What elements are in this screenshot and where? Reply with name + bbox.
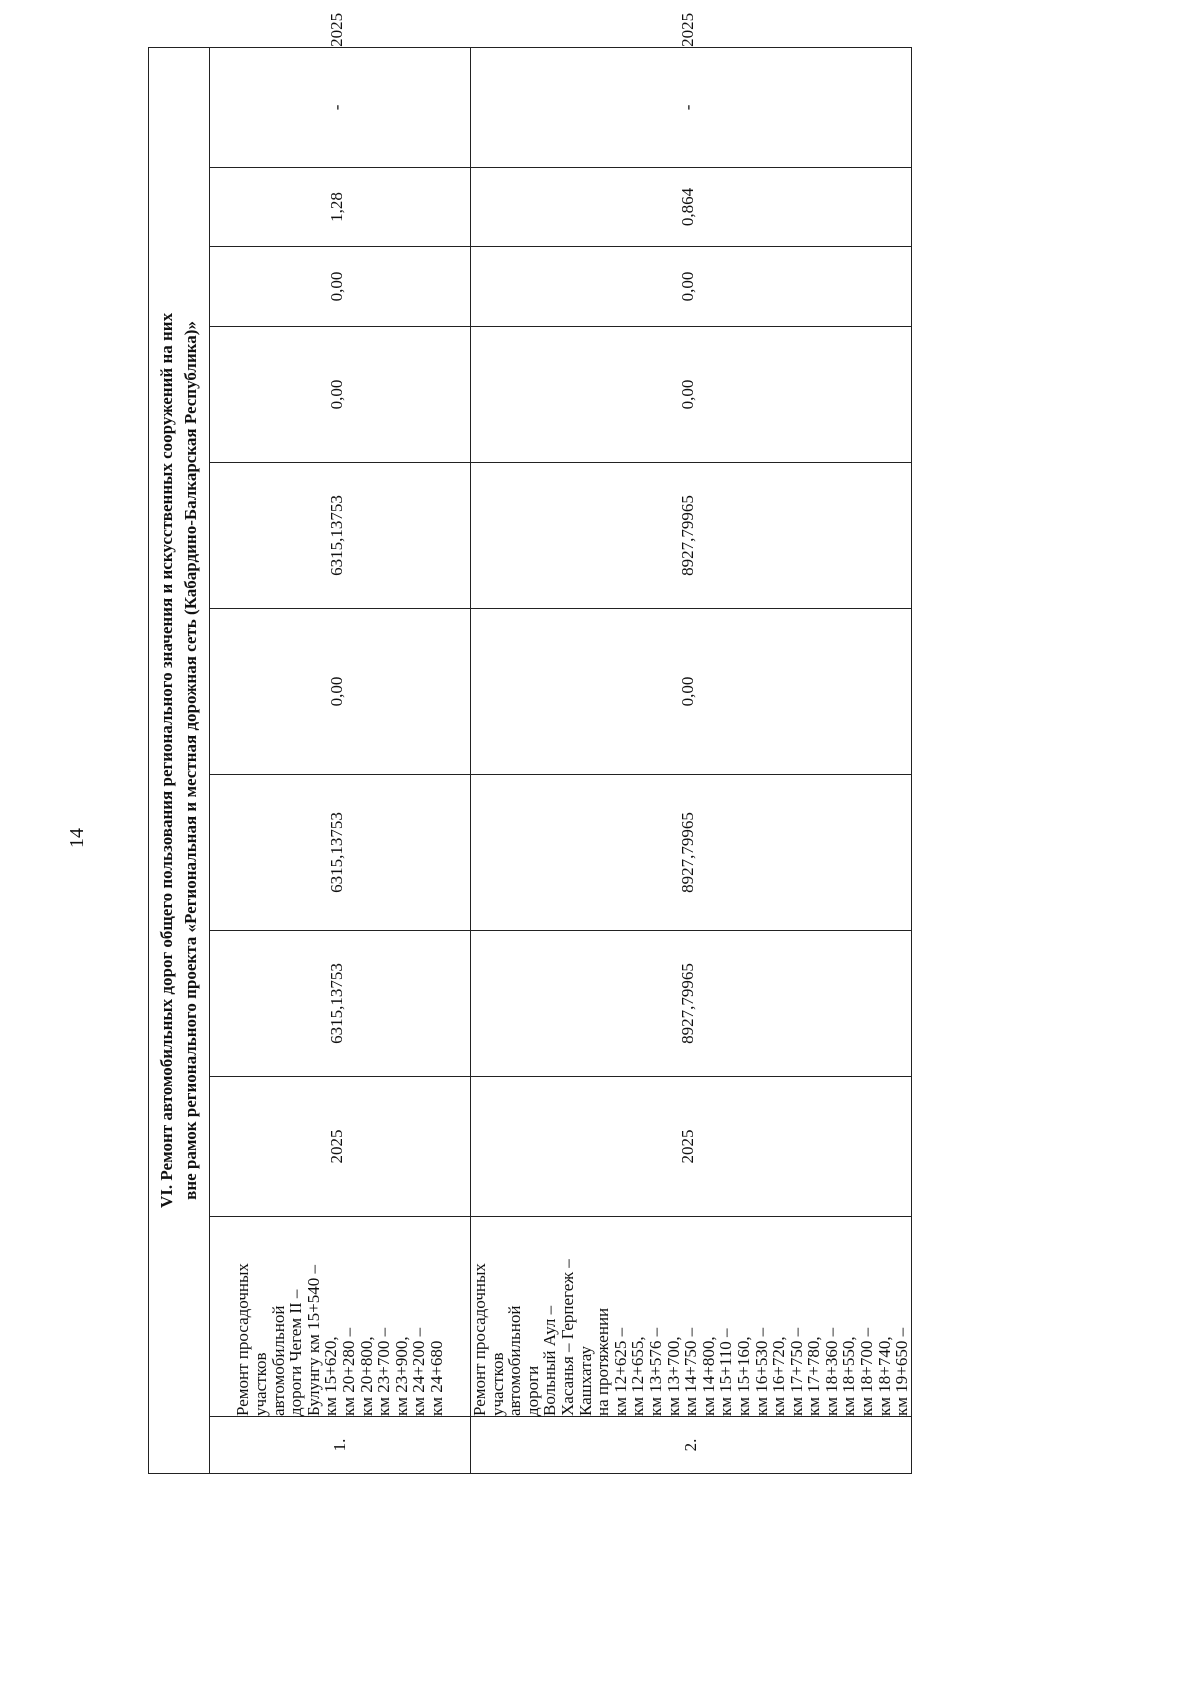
cell-year-start: 2025 (210, 1077, 471, 1217)
cell-value: 6315,13753 (210, 463, 471, 609)
row-number: 2. (471, 1417, 912, 1474)
cell-value: 0,00 (471, 327, 912, 463)
name-line: км 18+700 – (857, 1327, 877, 1416)
cell-value: 0,00 (471, 247, 912, 327)
cell-value: 0,00 (210, 609, 471, 775)
table-row: 2. Ремонт просадочных участков автомобильной дороги Вольный Аул – Хасанья – Герпегеж – Кашхатау на протяжении км 12+625 – км 12+655, км 13+576 – км 13+700, км 14+750 – км 14+800, км 15+110 – км 15+160, км 16+530 – км 16+720, км 17+750 – км 17+780, км 18+360 – км 18+550, км 18+700 – км 18+740, км 19+650 – 2025 8927,79965 8927,79965 0,00 8927,79965 0,00 0,00 0,864 - 2025 (471, 47, 912, 1473)
cell-value: - (471, 47, 912, 167)
cell-value: 0,00 (471, 609, 912, 775)
cell-value: 0,00 (210, 247, 471, 327)
name-line: Вольный Аул – (540, 1305, 560, 1416)
name-line: км 13+700, (663, 1336, 683, 1416)
row-number: 1. (210, 1417, 471, 1474)
name-line: автомобильной (268, 1305, 288, 1416)
row-name (210, 1217, 471, 1417)
name-line: дороги (522, 1365, 542, 1416)
name-line: км 20+280 – (339, 1327, 358, 1416)
name-line: автомобильной (505, 1305, 525, 1416)
repair-table (148, 12, 912, 1474)
name-line: км 20+800, (356, 1336, 376, 1416)
name-line: км 16+720, (769, 1336, 789, 1416)
name-line: Хасанья – Герпегеж – (557, 1259, 577, 1416)
name-line: км 13+576 – (645, 1327, 665, 1416)
name-line: Кашхатау (575, 1346, 595, 1416)
name-line: км 12+625 – (610, 1327, 630, 1416)
name-line: участков (251, 1352, 271, 1416)
name-line: км 15+160, (733, 1336, 753, 1416)
name-line: Ремонт просадочных (470, 1263, 489, 1416)
cell-value: 8927,79965 (471, 775, 912, 931)
name-line: дороги Чегем II – (286, 1289, 306, 1416)
name-line: км 18+740, (874, 1336, 894, 1416)
name-line: км 12+655, (628, 1336, 648, 1416)
section-title-row (149, 47, 210, 1473)
cell-value: 8927,79965 (471, 463, 912, 609)
row-name (471, 1217, 912, 1417)
name-line: км 15+620, (321, 1336, 341, 1416)
cell-length-km: 0,864 (471, 168, 912, 247)
name-line: км 23+900, (391, 1336, 411, 1416)
cell-value: - (210, 47, 471, 167)
section-title-line-2: вне рамок регионального проекта «Региональная и местная дорожная сеть (Кабардино-Балкарская Республика)» (181, 321, 200, 1200)
name-line: км 14+800, (698, 1336, 718, 1416)
table-row: 1. Ремонт просадочных участков автомобильной дороги Чегем II – Булунгу км 15+540 – км 15+620, км 20+280 – км 20+800, км 23+700 – км 23+900, км 24+200 – км 24+680 2025 6315,13753 6315,13753 0,00 6315,13753 0,00 0,00 1,28 - 2025 (210, 47, 471, 1473)
rotated-table-block (148, 12, 1130, 1474)
cell-year-start: 2025 (471, 1077, 912, 1217)
name-line: участков (487, 1352, 507, 1416)
name-line: на протяжении (593, 1307, 613, 1416)
name-line: км 15+110 – (716, 1328, 736, 1416)
name-line: Ремонт просадочных (233, 1263, 253, 1416)
page-number: 14 (66, 828, 88, 848)
cell-total-cost: 6315,13753 (210, 931, 471, 1077)
name-line: км 18+360 – (821, 1327, 841, 1416)
name-line: км 24+200 – (409, 1327, 429, 1416)
cell-length-km: 1,28 (210, 168, 471, 247)
cell-value: 6315,13753 (210, 775, 471, 931)
name-line: км 16+530 – (751, 1327, 771, 1416)
name-line: Булунгу км 15+540 – (303, 1265, 323, 1416)
name-line: км 17+780, (804, 1336, 824, 1416)
cell-total-cost: 8927,79965 (471, 931, 912, 1077)
name-line: км 14+750 – (681, 1327, 701, 1416)
name-line: км 23+700 – (374, 1327, 394, 1416)
section-title (149, 47, 210, 1473)
section-title-line-1: VI. Ремонт автомобильных дорог общего пользования регионального значения и искусственных сооружений на них (157, 312, 176, 1208)
name-line: км 24+680 (426, 1340, 446, 1416)
name-line: км 17+750 – (786, 1327, 806, 1416)
name-line: км 19+650 – (892, 1327, 912, 1416)
name-line: км 18+550, (839, 1336, 859, 1416)
cell-value: 0,00 (210, 327, 471, 463)
